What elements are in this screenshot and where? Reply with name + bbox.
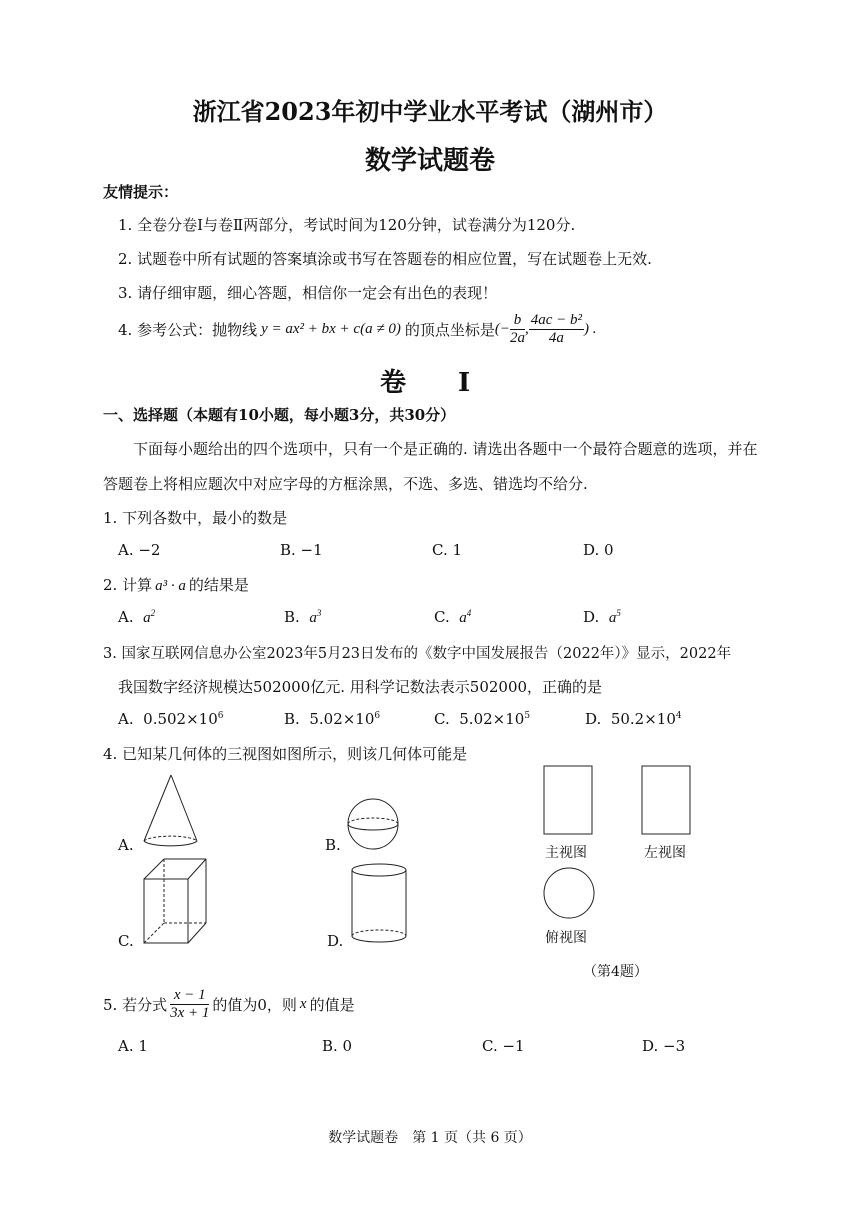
q5-stem [103,987,355,1022]
q5-stem-middle: 的值为0，则 [212,996,297,1014]
q3-stem-line2: 我国数字经济规模达502000亿元. 用科学记数法表示502000，正确的是 [118,678,603,696]
q1-option-b: B. −1 [280,541,323,559]
vertex-close: ) . [583,321,597,337]
volume-label: 卷 Ⅰ [380,368,471,398]
q3-option-d: D. $50.2\times 10^4$ [585,710,682,728]
front-view-figure [543,765,595,837]
q4-option-c-label: C. [118,932,134,950]
q5-option-c: C. −1 [482,1037,525,1055]
q5-stem-prefix: 5. 若分式 [103,996,168,1014]
vertex-open: (− [494,321,510,337]
top-view-label: 俯视图 [545,930,587,946]
tips-heading: 友情提示： [103,183,179,201]
q1-stem: 1. 下列各数中，最小的数是 [103,509,288,527]
q2-option-a: A. $a^2$ [118,608,156,626]
front-view-label: 主视图 [545,845,587,861]
q4-option-a-label: A. [118,836,134,854]
fraction-4ac-b2-4a [529,312,584,347]
section-heading: 一、选择题（本题有10小题，每小题3分，共30分） [103,406,456,424]
frac-num-b: b [510,312,525,330]
q5-fraction-den: 3x + 1 [170,1005,210,1021]
q2-option-d: D. $a^5$ [583,608,621,626]
q3-option-b: B. $5.02\times 10^6$ [284,710,381,728]
q5-stem-suffix: 的值是 [309,996,355,1014]
q1-option-a: A. −2 [118,541,161,559]
q5-option-a: A. 1 [118,1037,148,1055]
page-footer: 数学试题卷 第 1 页（共 6 页） [328,1130,532,1146]
exam-title: 浙江省2023年初中学业水平考试（湖州市） [192,97,668,126]
sphere-figure [346,797,402,853]
q2-stem-suffix: 的结果是 [188,576,249,594]
q1-option-d: D. 0 [583,541,614,559]
tip-1: 1. 全卷分卷Ⅰ与卷Ⅱ两部分，考试时间为120分钟，试卷满分为120分. [118,216,576,234]
left-view-figure [641,765,693,837]
tip-2: 2. 试题卷中所有试题的答案填涂或书写在答题卷的相应位置，写在试题卷上无效. [118,250,652,268]
q4-figure-caption: （第4题） [583,964,648,980]
q1-option-c: C. 1 [432,541,463,559]
tip-4: 4. 参考公式：抛物线 y = ax² + bx + c(a ≠ 0) 的顶点坐标是 (− $\frac{b}{2a}$ , $\frac{\text{4ac − b²}}{4a}$ ) . [118,312,597,346]
prism-figure [140,857,210,947]
q5-option-d: D. −3 [642,1037,686,1055]
exam-subtitle: 数学试题卷 [364,146,495,176]
q2-stem [103,574,249,595]
q2-expression: a³ · a [155,578,186,594]
tip-3: 3. 请仔细审题，细心答题，相信你一定会有出色的表现！ [118,284,498,302]
parabola-formula: y = ax² + bx + c(a ≠ 0) [261,321,401,337]
q2-option-b: B. $a^3$ [284,608,322,626]
cylinder-figure [350,862,410,948]
q2-option-c: C. $a^4$ [434,608,472,626]
section-instr-2: 答题卷上将相应题次中对应字母的方框涂黑，不选、多选、错选均不给分. [103,475,588,493]
top-view-figure [542,867,598,923]
frac-num-4ac: 4ac − b² [530,312,582,328]
q5-variable: x [299,996,307,1012]
tip-4-prefix: 4. 参考公式：抛物线 [118,321,258,339]
q4-stem: 4. 已知某几何体的三视图如图所示，则该几何体可能是 [103,745,468,763]
q4-option-b-label: B. [325,836,341,854]
q4-option-d-label: D. [327,932,344,950]
q5-option-b: B. 0 [322,1037,353,1055]
q3-option-a: A. $0.502\times 10^6$ [118,710,224,728]
q5-fraction [170,987,209,1022]
q2-stem-prefix: 2. 计算 [103,576,153,594]
frac-den-2a: 2a [509,330,525,346]
q3-option-c: C. $5.02\times 10^5$ [434,710,531,728]
q5-fraction-num: x − 1 [170,987,209,1005]
left-view-label: 左视图 [644,845,686,861]
frac-den-4a: 4a [548,330,564,346]
section-instr-1: 下面每小题给出的四个选项中，只有一个是正确的. 请选出各题中一个最符合题意的选项，并在 [133,440,758,458]
fraction-b-2a [510,312,525,347]
cone-figure [140,773,202,853]
q3-stem-line1: 3. 国家互联网信息办公室2023年5月23日发布的《数字中国发展报告（2022年）》显示，2022年 [103,646,732,662]
tip-4-middle: 的顶点坐标是 [404,321,495,339]
